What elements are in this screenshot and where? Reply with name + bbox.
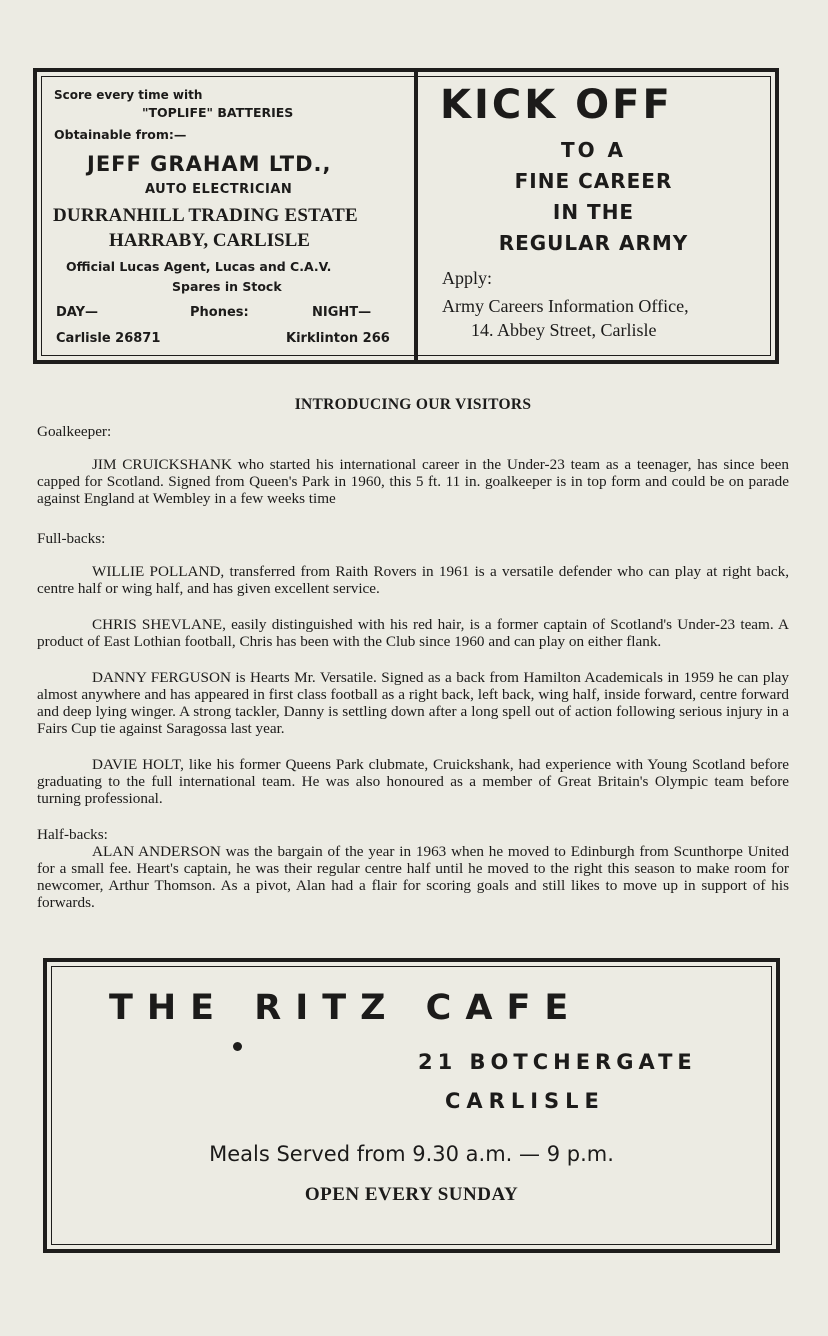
ritz-city: CARLISLE — [445, 1089, 605, 1113]
advert-agent: Official Lucas Agent, Lucas and C.A.V. — [66, 259, 332, 274]
advert-town: HARRABY, CARLISLE — [109, 230, 310, 251]
ritz-meals: Meals Served from 9.30 a.m. — 9 p.m. — [209, 1142, 614, 1166]
advert-obtainable: Obtainable from:— — [54, 127, 187, 142]
visitors-article — [37, 396, 789, 911]
spacer — [37, 807, 789, 826]
army-headline: KICK OFF — [440, 82, 673, 128]
fullbacks-label: Full-backs: — [37, 530, 106, 547]
player-cruickshank: JIM CRUICKSHANK who started his international career in the Under-23 team as a teenager, has since been capped for Scotland. Signed from Queen's Park in 1960, this 5 ft. 11 in. goalkeeper is in top form and could be on parade against England at Wembley in a few weeks time — [37, 456, 789, 507]
player-polland: WILLIE POLLAND, transferred from Raith Rovers in 1961 is a versatile defender who can play at right back, centre half or wing half, and has given excellent service. — [37, 563, 789, 597]
army-line-1: TO A — [560, 138, 627, 162]
article-heading: INTRODUCING OUR VISITORS — [294, 396, 532, 413]
advert-spares: Spares in Stock — [172, 279, 282, 294]
advert-tagline: Score every time with — [54, 88, 203, 102]
army-line-3: IN THE — [552, 200, 635, 224]
advert-day-label: DAY— — [56, 305, 99, 320]
spacer — [37, 507, 789, 530]
player-holt: DAVIE HOLT, like his former Queens Park clubmate, Cruickshank, had experience with Young Scotland before graduating to the full international team. He was also honoured as a member of Great Britain's Olympic team before turning professional. — [37, 756, 789, 807]
spacer — [37, 737, 789, 756]
spacer — [37, 440, 789, 456]
advert-night-label: NIGHT— — [312, 305, 372, 320]
player-shevlane: CHRIS SHEVLANE, easily distinguished with his red hair, is a former captain of Scotland's Under-23 team. A product of East Lothian football, Chris has been with the Club since 1960 and can play on either flank. — [37, 616, 789, 650]
advert-trade: AUTO ELECTRICIAN — [145, 182, 293, 197]
spacer — [37, 650, 789, 669]
bullet-dot-icon — [233, 1042, 242, 1051]
ritz-cafe-advert — [43, 958, 780, 1253]
spacer — [37, 547, 789, 563]
halfbacks-label: Half-backs: — [37, 826, 108, 843]
top-advert-panel — [33, 68, 779, 364]
spacer — [37, 597, 789, 616]
army-line-2: FINE CAREER — [514, 169, 673, 193]
jeff-graham-advert — [37, 72, 414, 360]
army-apply: Apply: — [442, 268, 493, 288]
goalkeeper-label: Goalkeeper: — [37, 423, 112, 440]
army-street: 14. Abbey Street, Carlisle — [471, 320, 657, 340]
army-line-4: REGULAR ARMY — [498, 231, 689, 255]
ritz-address: 21 BOTCHERGATE — [418, 1050, 697, 1074]
player-anderson: ALAN ANDERSON was the bargain of the year in 1963 when he moved to Edinburgh from Scunthorpe United for a small fee. Heart's captain, he was their regular centre half until he moved to the right this season to make room for newcomer, Arthur Thomson. As a pivot, Alan had a flair for scoring goals and still likes to move up in support of his forwards. — [37, 843, 789, 911]
army-advert — [418, 72, 775, 360]
player-ferguson: DANNY FERGUSON is Hearts Mr. Versatile. Signed as a back from Hamilton Academicals in 1959 he can play almost anywhere and has appeared in first class football as a right back, left back, wing half, inside forward, centre forward and deep lying winger. A strong tackler, Danny is settling down after a long spell out of action following serious injury in a Fairs Cup tie against Saragossa last year. — [37, 669, 789, 737]
ritz-title: THE RITZ CAFE — [109, 988, 583, 1028]
advert-company-name: JEFF GRAHAM LTD., — [87, 152, 332, 176]
advert-phones-label: Phones: — [190, 305, 249, 320]
advert-day-number: Carlisle 26871 — [56, 331, 161, 346]
advert-estate: DURRANHILL TRADING ESTATE — [53, 205, 358, 226]
advert-night-number: Kirklinton 266 — [286, 331, 390, 346]
army-office: Army Careers Information Office, — [442, 296, 689, 316]
advert-product: "TOPLIFE" BATTERIES — [142, 105, 294, 120]
ritz-open: OPEN EVERY SUNDAY — [304, 1184, 519, 1205]
